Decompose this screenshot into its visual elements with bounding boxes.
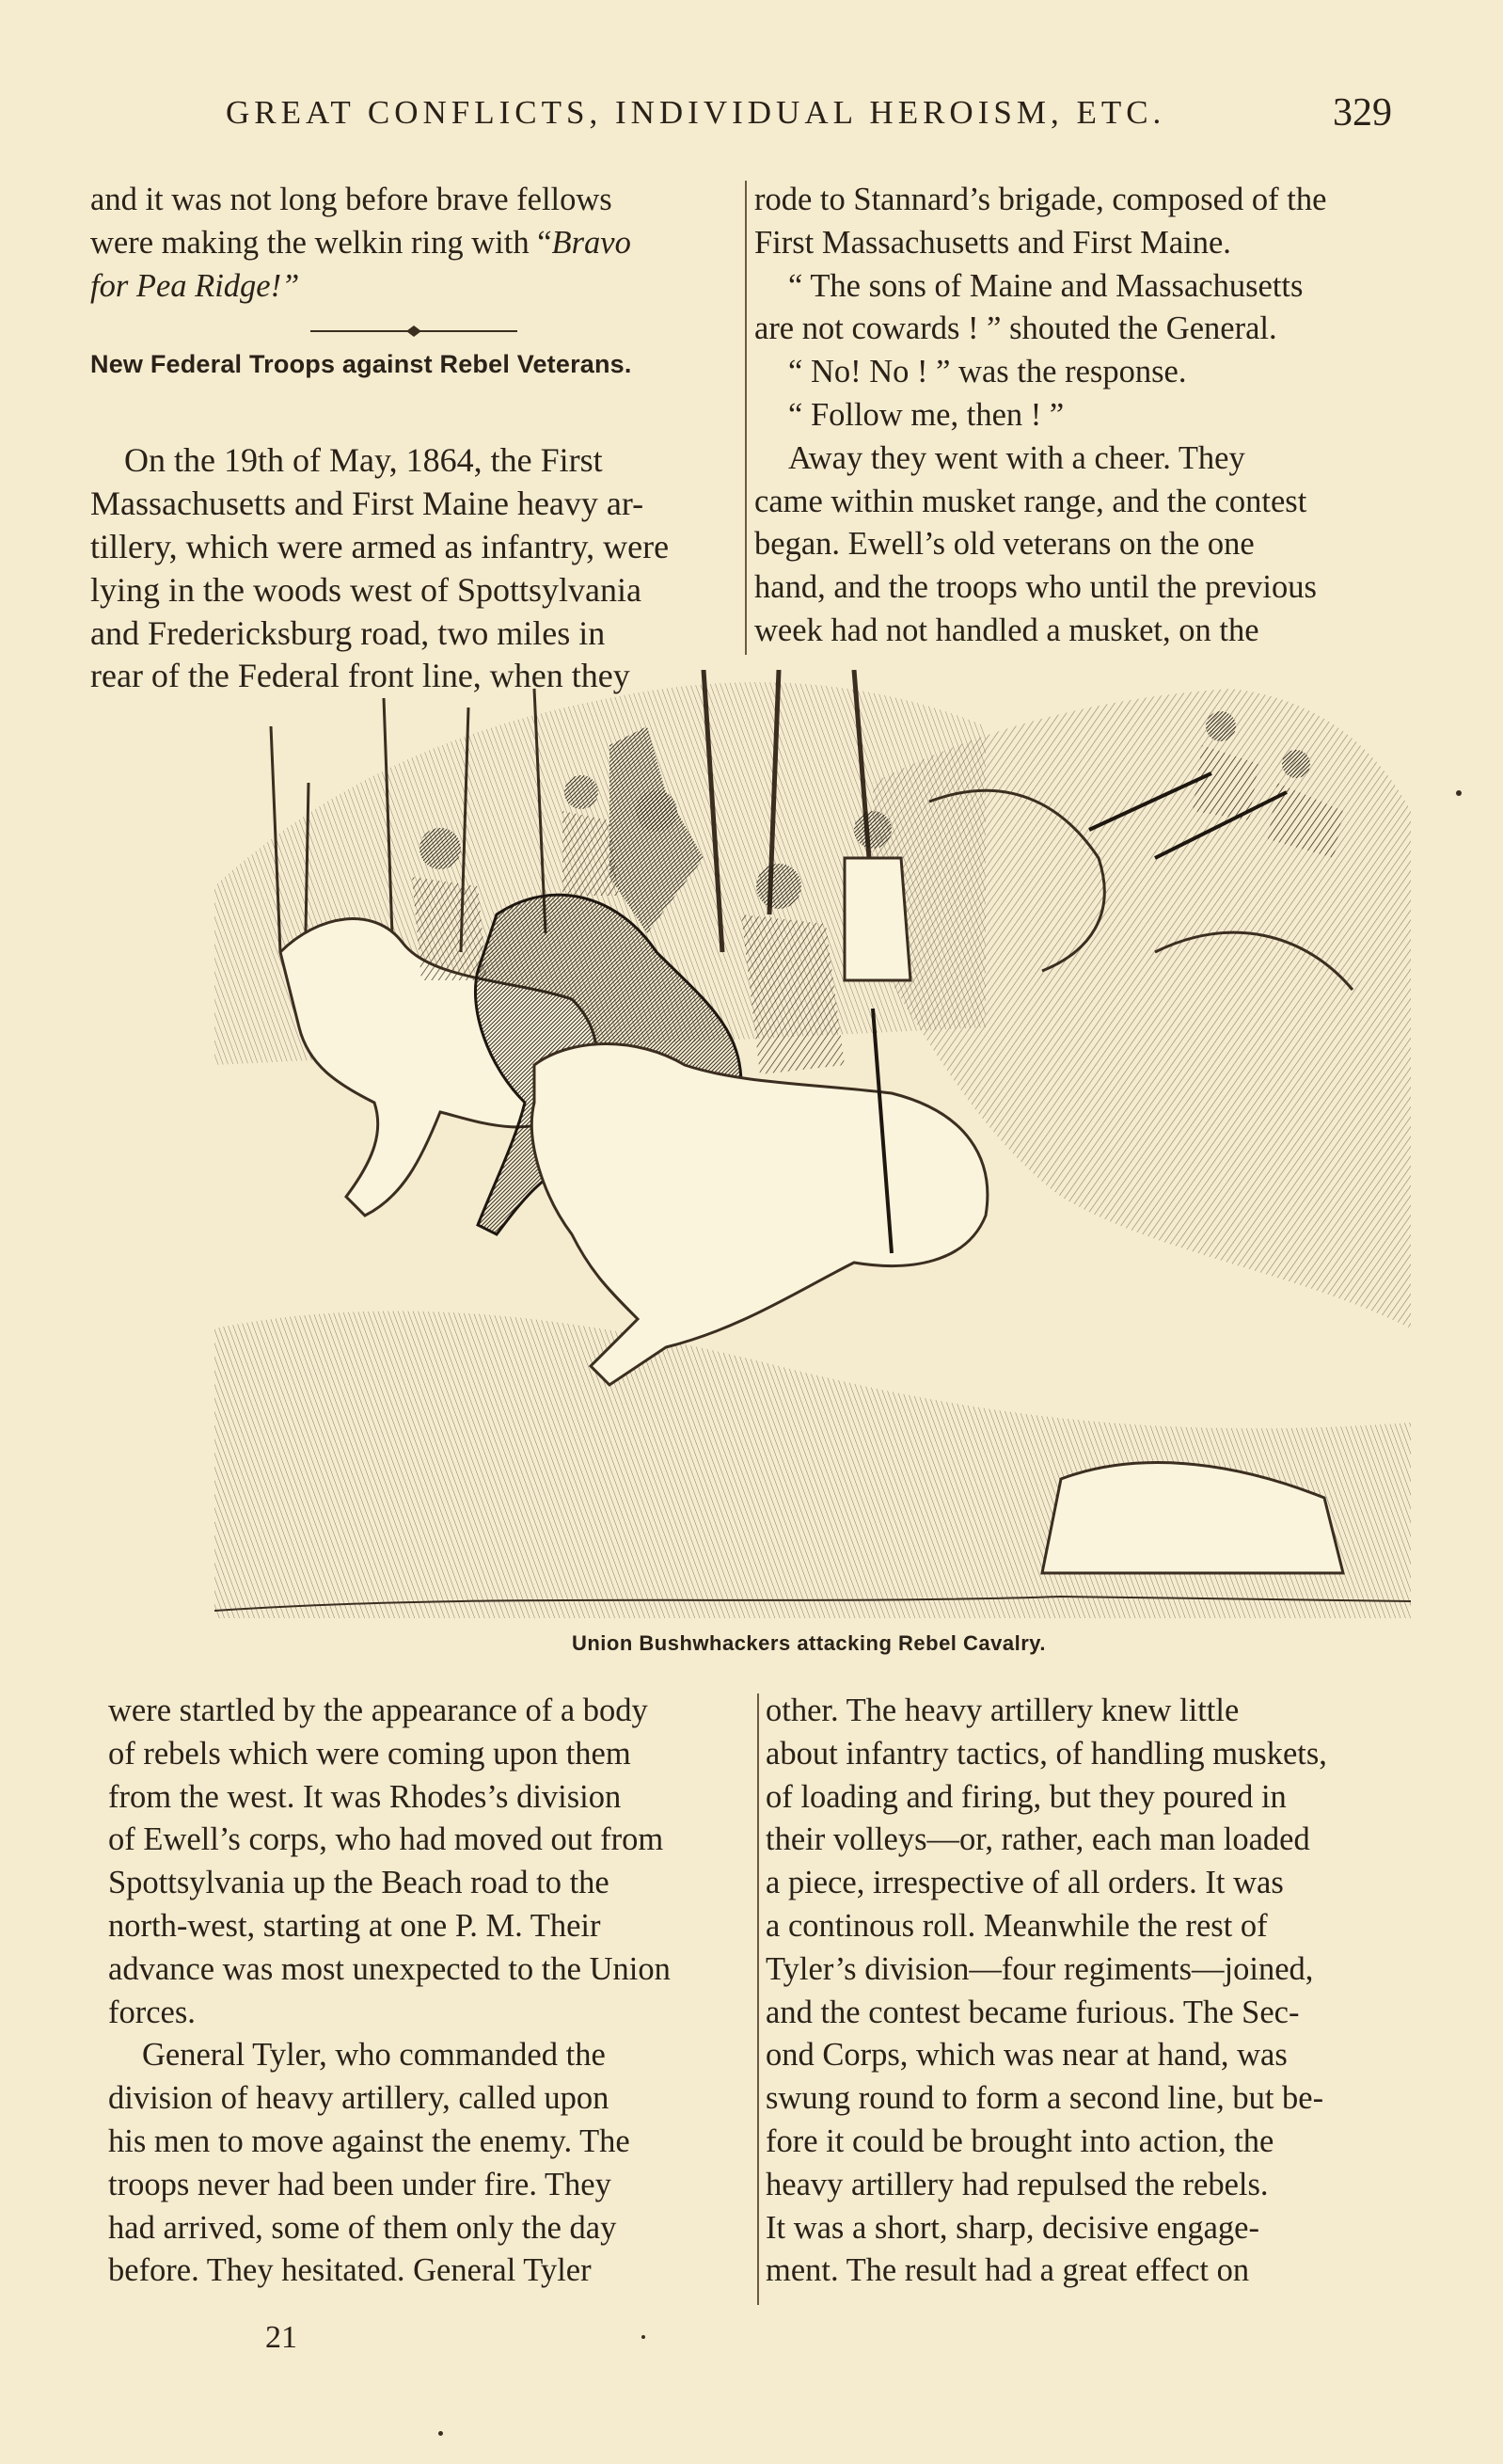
text-line: and Fredericksburg road, two miles in [90, 613, 606, 652]
text-line: ond Corps, which was near at hand, was [766, 2037, 1288, 2074]
text-line: tillery, which were armed as infantry, were [90, 527, 670, 565]
text-line: of loading and firing, but they poured in [766, 1778, 1287, 1815]
text-line: and the contest became furious. The Sec- [766, 1994, 1300, 2030]
text-line: his men to move against the enemy. The [108, 2122, 630, 2159]
paragraph-continued [90, 179, 734, 308]
text-line: their volleys—or, rather, each man loaded [766, 1821, 1310, 1858]
text-line: division of heavy artillery, called upon [108, 2080, 609, 2117]
text-line: for Pea Ridge!” [90, 267, 300, 304]
column-top-right [754, 179, 1392, 653]
column-rule [745, 181, 747, 655]
text-line: ment. The result had a great effect on [766, 2252, 1250, 2289]
column-bottom-right [766, 1690, 1403, 2293]
paragraph-continued [766, 1690, 1403, 2293]
text-line: are not cowards ! ” shouted the General. [754, 310, 1277, 347]
text-line: Away they went with a cheer. They [788, 439, 1245, 476]
text-line: Spottsylvania up the Beach road to the [108, 1865, 609, 1901]
running-title: GREAT CONFLICTS, INDIVIDUAL HEROISM, ETC. [226, 94, 1166, 131]
signature-mark: 21 [265, 2320, 297, 2355]
text-line: advance was most unexpected to the Union [108, 1950, 671, 1987]
paragraph [754, 179, 1392, 653]
engraving-illustration [214, 670, 1411, 1618]
column-rule [757, 1693, 759, 2305]
section-divider-ornament [310, 322, 517, 341]
text-line: were startled by the appearance of a body [108, 1693, 648, 1728]
text-line: of Ewell’s corps, who had moved out from [108, 1821, 664, 1858]
text-line: “ No! No ! ” was the response. [788, 354, 1187, 390]
text-line: other. The heavy artillery knew little [766, 1693, 1240, 1728]
text-line: a continous roll. Meanwhile the rest of [766, 1907, 1268, 1944]
text-line: from the west. It was Rhodes’s division [108, 1778, 622, 1815]
text-line: before. They hesitated. General Tyler [108, 2252, 592, 2289]
text-line: “ Follow me, then ! ” [788, 396, 1065, 433]
page-number: 329 [1333, 91, 1392, 135]
text-line: rode to Stannard’s brigade, composed of the [754, 182, 1327, 217]
section-heading: New Federal Troops against Rebel Veterans. [90, 350, 632, 378]
text-line: forces. [108, 1994, 196, 2030]
text-line: First Massachusetts and First Maine. [754, 224, 1231, 261]
text-line: It was a short, sharp, decisive engage- [766, 2209, 1259, 2246]
text-line: had arrived, some of them only the day [108, 2209, 617, 2246]
margin-dot [1456, 790, 1462, 796]
text-line: On the 19th of May, 1864, the First [124, 441, 603, 480]
running-head [226, 91, 1392, 151]
text-line: General Tyler, who commanded the [142, 2037, 606, 2074]
text-line: a piece, irrespective of all orders. It was [766, 1865, 1284, 1901]
text-line: week had not handled a musket, on the [754, 612, 1259, 648]
text-line: “ The sons of Maine and Massachusetts [788, 267, 1304, 304]
margin-dot [438, 2431, 443, 2436]
text-line: came within musket range, and the contest [754, 483, 1307, 519]
column-bottom-left [108, 1690, 752, 2293]
text-line: north-west, starting at one P. M. Their [108, 1907, 601, 1944]
text-line: swung round to form a second line, but be- [766, 2080, 1324, 2117]
text-line: Massachusetts and First Maine heavy ar- [90, 485, 644, 523]
text-line: about infantry tactics, of handling muskets, [766, 1735, 1327, 1772]
text-line: rear of the Federal front line, when they [90, 657, 630, 695]
text-line: hand, and the troops who until the previous [754, 569, 1317, 606]
text-line: heavy artillery had repulsed the rebels. [766, 2166, 1269, 2202]
paragraph [90, 439, 734, 698]
text-line: fore it could be brought into action, the [766, 2122, 1274, 2159]
margin-dot [641, 2335, 645, 2339]
paragraph-continued [108, 1690, 752, 2293]
column-top-left [90, 179, 734, 698]
figure-caption: Union Bushwhackers attacking Rebel Cavalry. [571, 1631, 1047, 1655]
text-line: lying in the woods west of Spottsylvania [90, 570, 641, 609]
text-line: troops never had been under fire. They [108, 2166, 611, 2202]
text-line: of rebels which were coming upon them [108, 1735, 631, 1772]
text-line: began. Ewell’s old veterans on the one [754, 526, 1255, 563]
text-line: were making the welkin ring with “Bravo [90, 224, 631, 261]
text-line: Tyler’s division—four regiments—joined, [766, 1950, 1314, 1987]
text-line: and it was not long before brave fellows [90, 182, 612, 217]
